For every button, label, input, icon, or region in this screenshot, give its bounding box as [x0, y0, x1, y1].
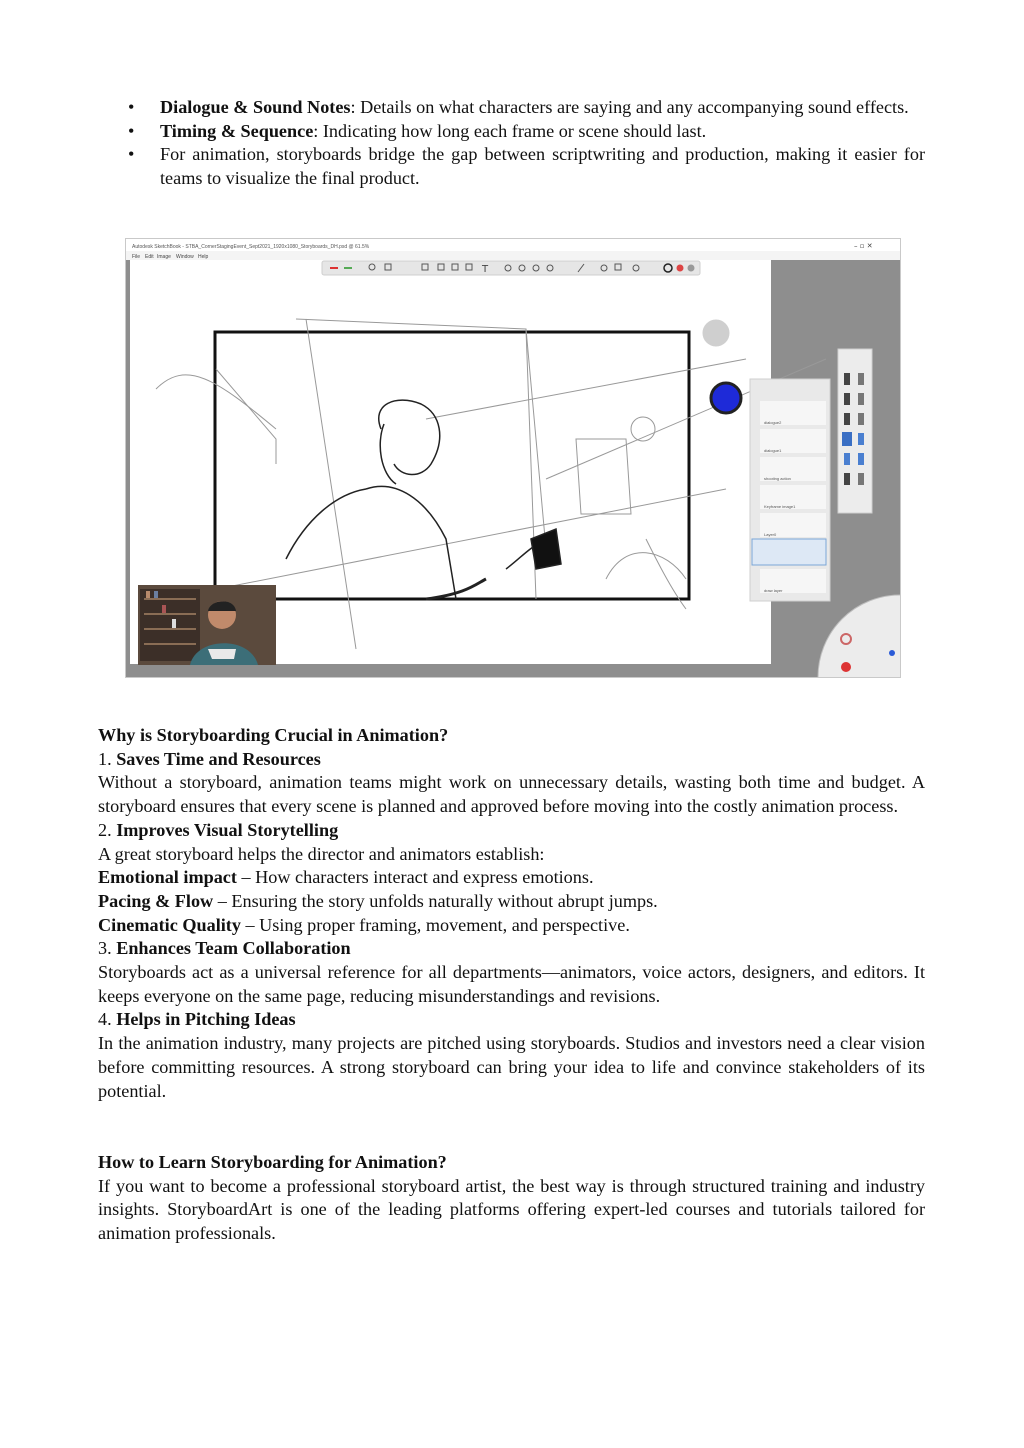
layer-name: shooting action	[764, 476, 791, 481]
brush-icon[interactable]	[844, 373, 850, 385]
layer-list	[752, 401, 826, 593]
item-number: 1.	[98, 748, 117, 769]
bullet-list	[98, 96, 925, 191]
window-title: Autodesk SketchBook - STBA_CornerStagingEvent_Sept2021_1920x1080_Storyboards_DH.psd @ 61.5%	[132, 244, 370, 250]
menu-bar	[126, 251, 900, 260]
item-title: Helps in Pitching Ideas	[116, 1009, 296, 1030]
point-title: Cinematic Quality	[98, 914, 241, 935]
bullet-text: : Details on what characters are saying and any accompanying sound effects.	[350, 97, 909, 117]
brush-icon[interactable]	[844, 393, 850, 405]
layer-name: dialogue2	[764, 420, 782, 425]
point-text: – How characters interact and express emotions.	[236, 867, 594, 888]
red-swatch-icon[interactable]	[841, 662, 851, 672]
layer-row-selected[interactable]	[752, 539, 826, 565]
point-line	[98, 866, 925, 890]
swatch-icon[interactable]	[688, 265, 695, 272]
point-line	[98, 890, 925, 914]
numbered-heading	[98, 819, 925, 843]
paragraph: In the animation industry, many projects are pitched using storyboards. Studios and investors need a clear vision before committing resources. A strong storyboard can bring your idea to life and convince stakeholders of its potential.	[98, 1033, 925, 1101]
color-wheel-icon[interactable]	[677, 265, 684, 272]
brush-palette	[838, 349, 872, 513]
brush-icon[interactable]	[844, 413, 850, 425]
shirt-print	[208, 649, 236, 659]
item-number: 3.	[98, 938, 117, 959]
brush-icon[interactable]	[858, 433, 864, 445]
layer-name: Layer0	[764, 532, 777, 537]
brush-icon[interactable]	[858, 473, 864, 485]
bullet-section	[98, 96, 925, 191]
bullet-title: Dialogue & Sound Notes	[160, 97, 351, 117]
bullet-text: : Indicating how long each frame or scene should last.	[313, 120, 707, 141]
paragraph: If you want to become a professional storyboard artist, the best way is through structured training and industry insights. StoryboardArt is one of the leading platforms offering expert-led courses and tutorials tailored for animation professionals.	[98, 1175, 925, 1244]
brush-icon[interactable]	[858, 413, 864, 425]
bullet-title: Timing & Sequence	[160, 120, 314, 141]
brush-icon[interactable]	[858, 393, 864, 405]
menu-file[interactable]: File	[132, 254, 141, 260]
item-title: Enhances Team Collaboration	[116, 938, 351, 959]
brush-icon[interactable]	[844, 453, 850, 465]
item-title: Saves Time and Resources	[116, 748, 321, 769]
paragraph: Without a storyboard, animation teams might work on unnecessary details, wasting both time and budget. A storyboard ensures that every scene is planned and approved before moving into the costly animation process.	[98, 772, 925, 817]
item-number: 2.	[98, 819, 117, 840]
point-text: – Using proper framing, movement, and perspective.	[240, 914, 630, 935]
list-item	[128, 120, 925, 144]
section-how	[98, 1151, 925, 1246]
layer-name: draw layer	[764, 588, 783, 593]
bullet-dot: •	[128, 120, 135, 141]
layer-name: Keyframe image1	[764, 504, 796, 509]
point-title: Pacing & Flow	[98, 890, 214, 911]
menu-help[interactable]: Help	[198, 254, 209, 260]
list-item	[128, 96, 925, 120]
section-why	[98, 724, 925, 1103]
text-tool-icon[interactable]: T	[482, 264, 489, 275]
brush-icon[interactable]	[858, 453, 864, 465]
point-line	[98, 914, 925, 938]
menu-edit[interactable]: Edit	[145, 254, 154, 260]
section-heading: How to Learn Storyboarding for Animation?	[98, 1152, 447, 1172]
menu-image[interactable]: Image	[157, 254, 171, 260]
point-text: – Ensuring the story unfolds naturally without abrupt jumps.	[213, 890, 658, 911]
screenshot-illustration	[126, 239, 900, 677]
paragraph: Storyboards act as a universal reference for all departments—animators, voice actors, designers, and editors. It keeps everyone on the same page, reducing misunderstandings and revisions.	[98, 962, 925, 1006]
brush-icon-selected[interactable]	[842, 432, 852, 446]
bullet-dot: •	[128, 97, 135, 117]
item-title: Improves Visual Storytelling	[116, 819, 339, 840]
numbered-heading	[98, 1008, 925, 1032]
paragraph: A great storyboard helps the director and animators establish:	[98, 843, 545, 864]
sketchbook-screenshot	[125, 238, 901, 678]
list-item	[128, 143, 925, 190]
bullet-dot: •	[128, 144, 135, 165]
item-number: 4.	[98, 1009, 117, 1030]
numbered-heading	[98, 748, 925, 772]
window-controls[interactable]: – ▫ ✕	[854, 242, 873, 250]
section-heading: Why is Storyboarding Crucial in Animation?	[98, 725, 449, 745]
point-title: Emotional impact	[98, 867, 237, 888]
blue-swatch-icon[interactable]	[889, 650, 895, 656]
layer-name: dialogue1	[764, 448, 782, 453]
bullet-text: For animation, storyboards bridge the gap between scriptwriting and production, making it easier for teams to visualize the final product.	[160, 144, 925, 189]
color-puck-blue[interactable]	[711, 383, 741, 413]
brush-icon[interactable]	[844, 473, 850, 485]
brush-icon[interactable]	[858, 373, 864, 385]
menu-window[interactable]: Window	[176, 254, 194, 260]
color-puck-gray[interactable]	[701, 318, 731, 348]
numbered-heading	[98, 937, 925, 961]
